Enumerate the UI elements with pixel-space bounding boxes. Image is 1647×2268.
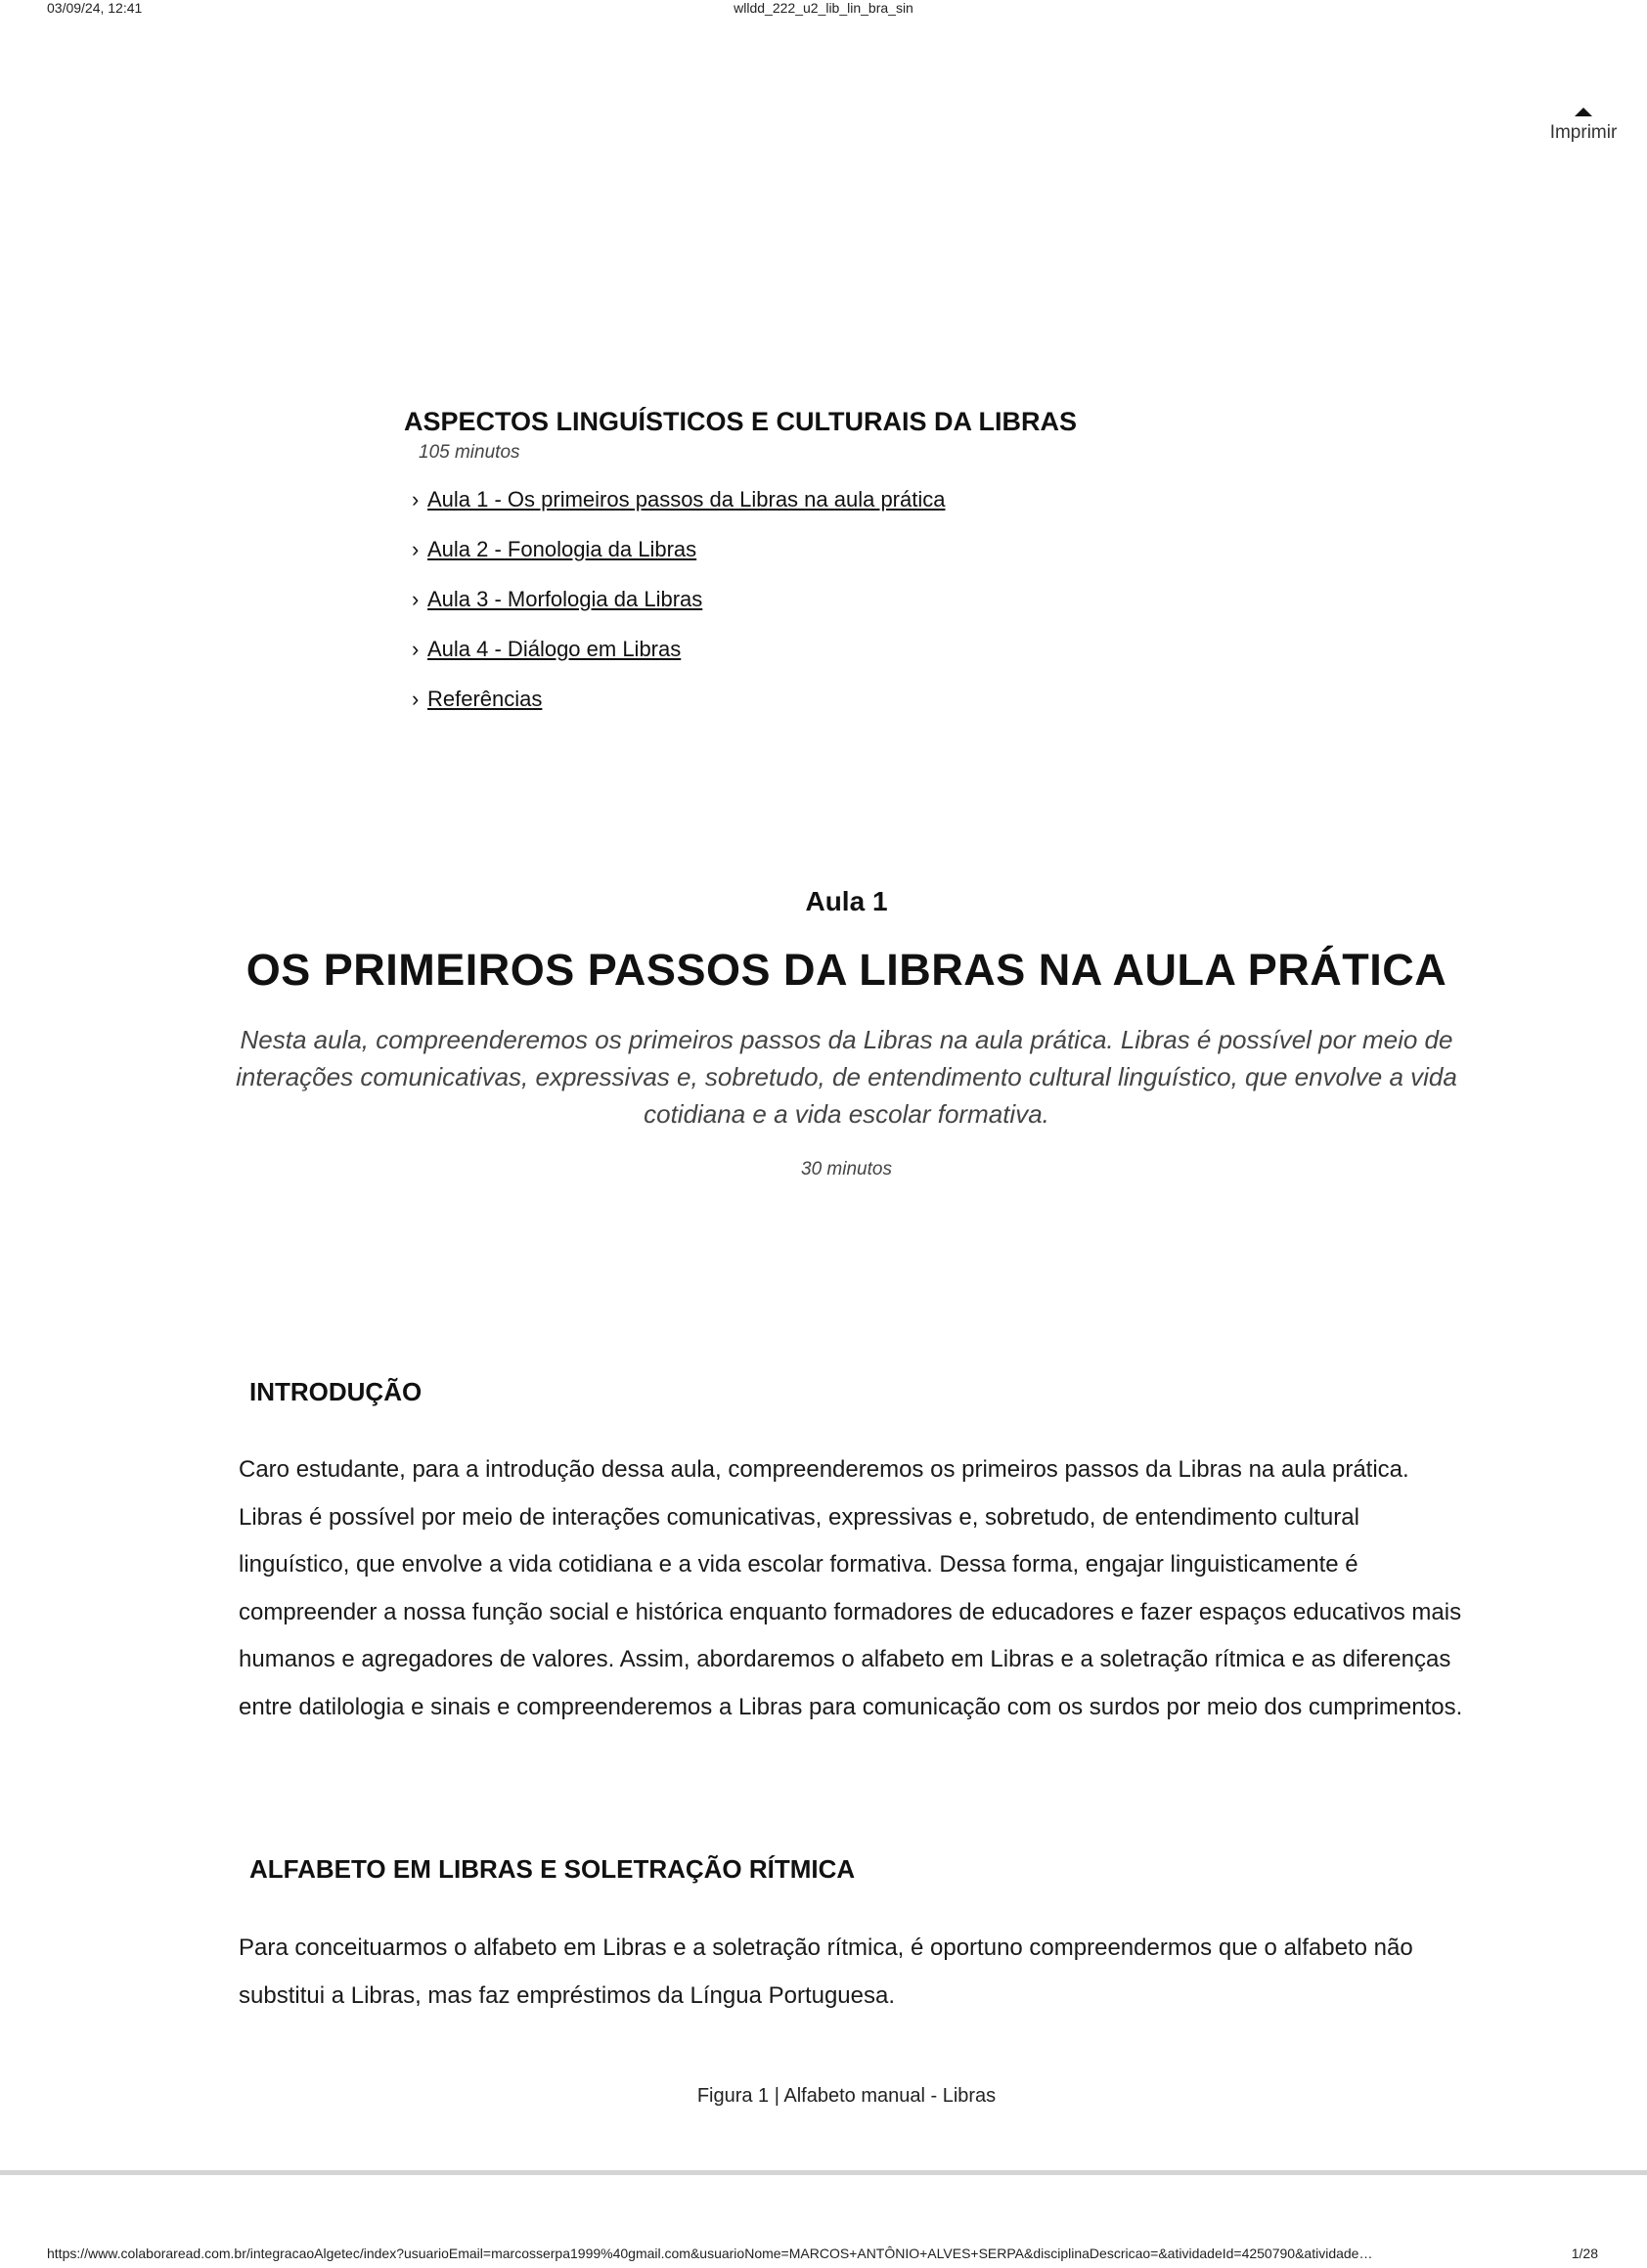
chevron-right-icon: ›	[412, 687, 420, 711]
chevron-right-icon: ›	[412, 587, 420, 611]
table-of-contents	[404, 403, 1186, 736]
caret-up-icon	[1575, 108, 1592, 116]
toc-item	[404, 487, 1186, 537]
chevron-right-icon: ›	[412, 637, 420, 661]
lesson-duration: 30 minutos	[801, 1159, 892, 1179]
toc-link-aula-3[interactable]: Aula 3 - Morfologia da Libras	[427, 587, 703, 611]
lesson-label: Aula 1	[805, 886, 888, 916]
lesson-subtitle: Nesta aula, compreenderemos os primeiros passos da Libras na aula prática. Libras é possível por meio de interações comunicativas, expressivas e, sobretudo, de entendimento cultural linguístico, que envolve a vida cotidiana e a vida escolar formativa.	[236, 1025, 1457, 1129]
toc-item	[404, 537, 1186, 587]
toc-list	[404, 487, 1186, 736]
section-text-introducao: Caro estudante, para a introdução dessa aula, compreenderemos os primeiros passos da Libras na aula prática. Libras é possível por meio de interações comunicativas, expressivas e, sobretudo, de entendimento cultural linguístico, que envolve a vida cotidiana e a vida escolar formativa. Dessa forma, engajar linguisticamente é compreender a nossa função social e histórica enquanto formadores de educadores e fazer espaços educativos mais humanos e agregadores de valores. Assim, abordaremos o alfabeto em Libras e a soletração rítmica e as diferenças entre datilologia e sinais e compreenderemos a Libras para comunicação com os surdos por meio dos cumprimentos.	[239, 1456, 1463, 1720]
section-text-alfabeto: Para conceituarmos o alfabeto em Libras e a soletração rítmica, é oportuno compreendermos que o alfabeto não substitui a Libras, mas faz empréstimos da Língua Portuguesa.	[239, 1934, 1413, 2009]
print-datetime: 03/09/24, 12:41	[47, 0, 143, 16]
toc-link-aula-2[interactable]: Aula 2 - Fonologia da Libras	[427, 537, 697, 561]
print-document-title: wlldd_222_u2_lib_lin_bra_sin	[734, 0, 913, 16]
lesson-title: OS PRIMEIROS PASSOS DA LIBRAS NA AULA PRÁTICA	[245, 945, 1447, 995]
page-number: 1/28	[1571, 2246, 1598, 2261]
chevron-right-icon: ›	[412, 487, 420, 511]
page-url: https://www.colaboraread.com.br/integracaoAlgetec/index?usuarioEmail=marcosserpa1999%40gmail.com&usuarioNome=MARCOS+ANTÔNIO+ALVES+SERPA&disciplinaDescricao=&atividadeId=4250790&atividade…	[47, 2246, 1373, 2261]
toc-item	[404, 587, 1186, 637]
toc-item	[404, 687, 1186, 736]
toc-link-aula-1[interactable]: Aula 1 - Os primeiros passos da Libras na aula prática	[427, 487, 946, 511]
chevron-right-icon: ›	[412, 537, 420, 561]
divider	[0, 2170, 1647, 2175]
print-button[interactable]	[1530, 108, 1637, 144]
toc-item	[404, 637, 1186, 687]
toc-duration: 105 minutos	[419, 442, 520, 463]
section-heading-introducao: INTRODUÇÃO	[249, 1377, 423, 1406]
toc-link-referencias[interactable]: Referências	[427, 687, 543, 711]
toc-link-aula-4[interactable]: Aula 4 - Diálogo em Libras	[427, 637, 682, 661]
toc-title: ASPECTOS LINGUÍSTICOS E CULTURAIS DA LIBRAS	[404, 407, 1078, 436]
figure-caption: Figura 1 | Alfabeto manual - Libras	[696, 2085, 997, 2107]
section-heading-alfabeto: ALFABETO EM LIBRAS E SOLETRAÇÃO RÍTMICA	[249, 1854, 856, 1884]
print-label: Imprimir	[1549, 122, 1618, 143]
